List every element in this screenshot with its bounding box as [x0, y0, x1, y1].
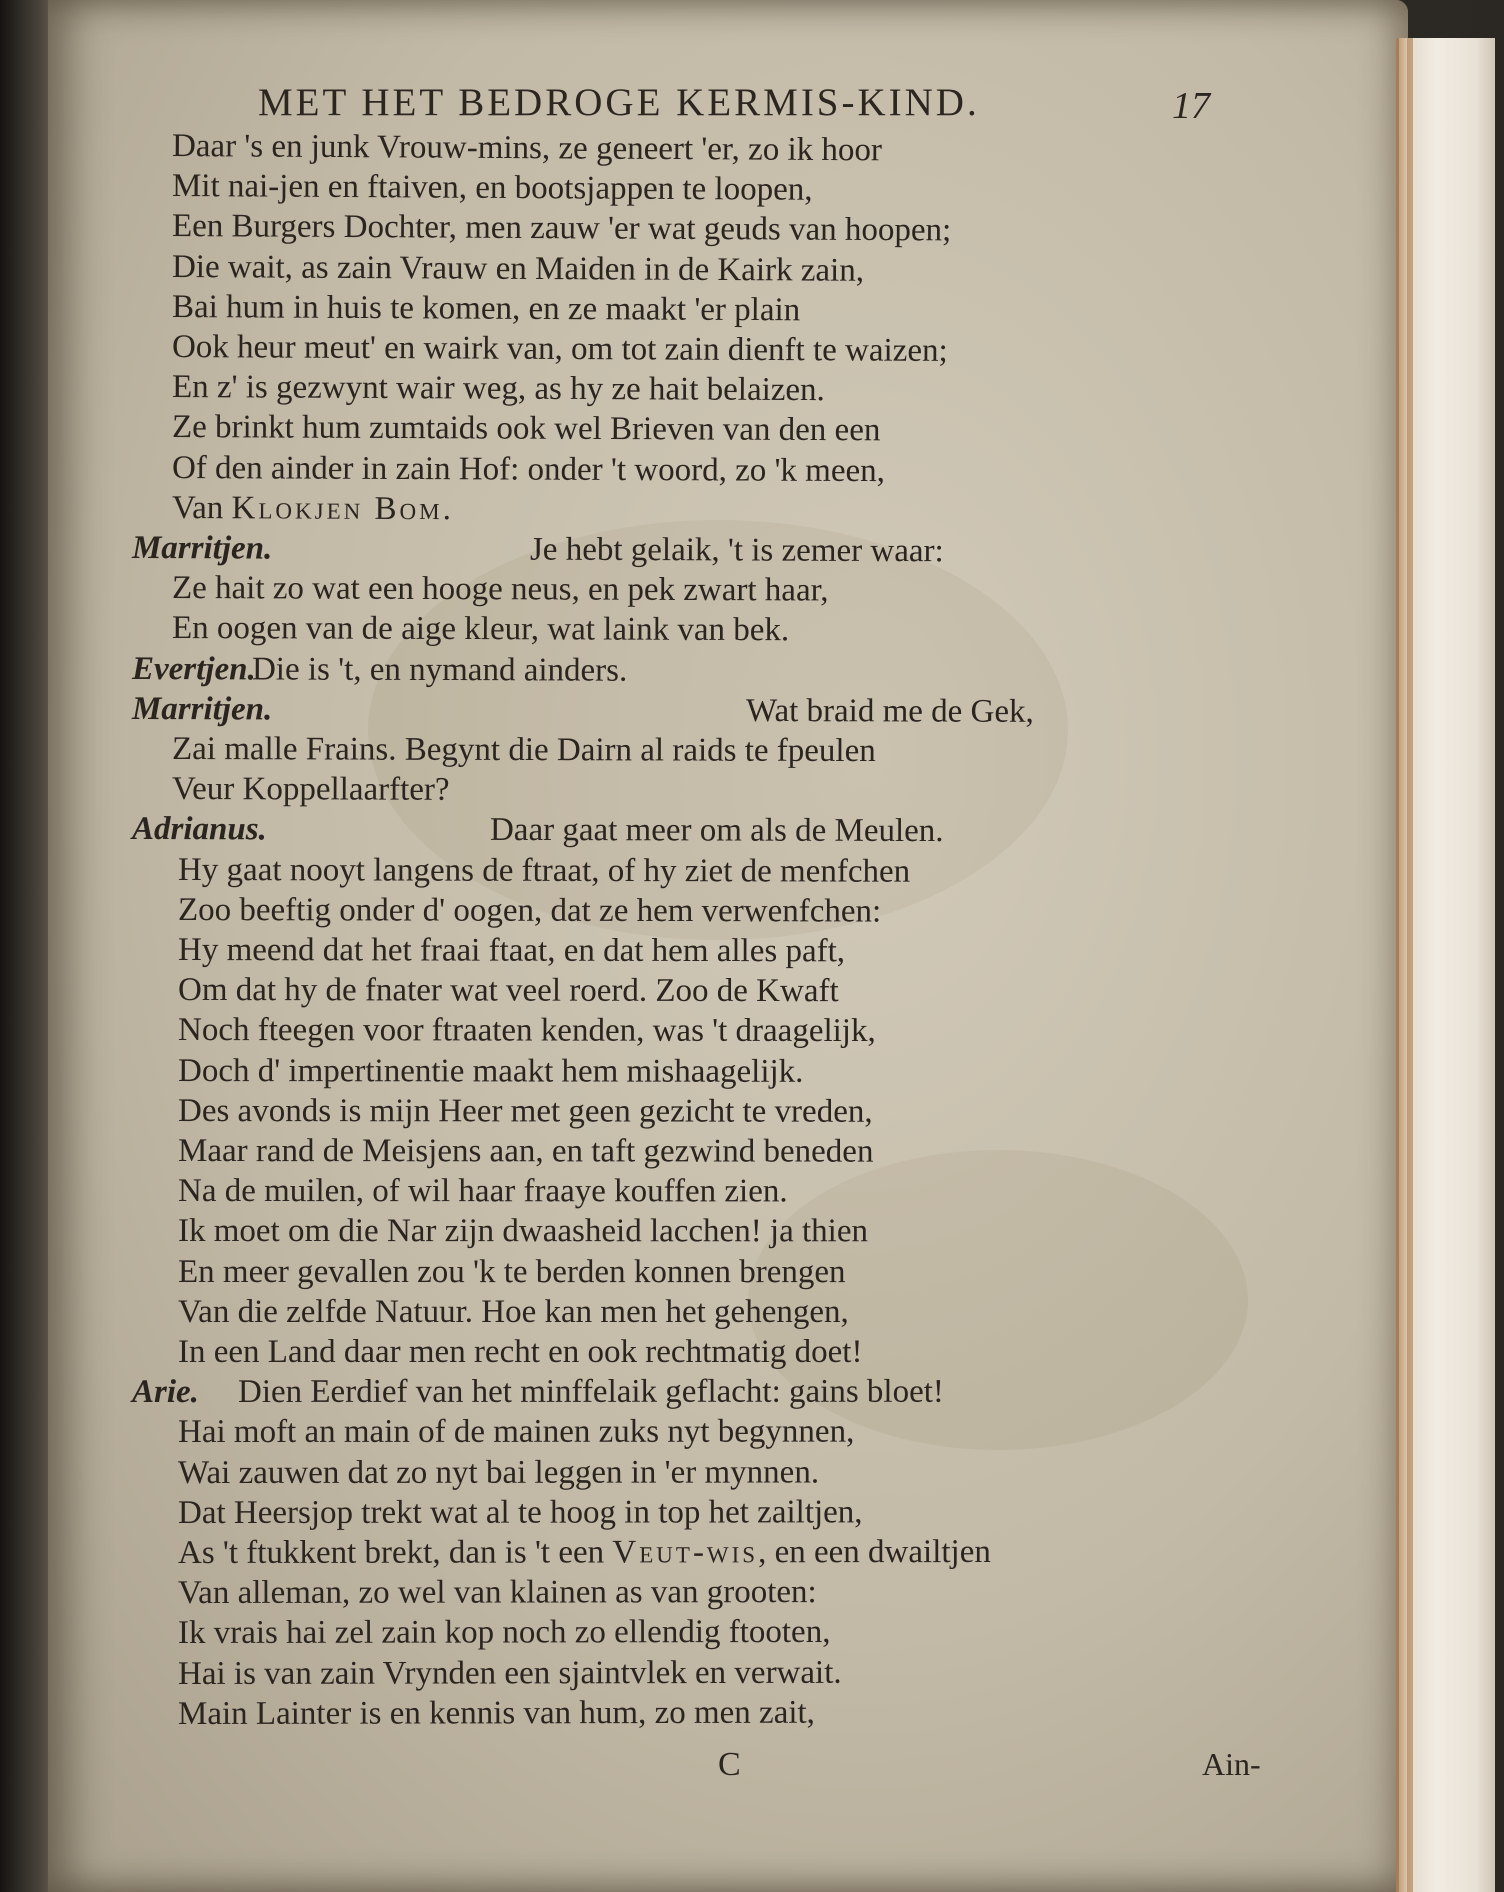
text-line [172, 371, 825, 407]
verse-text: En meer gevallen zou 'k te berden konnen brengen [177, 1253, 846, 1290]
text-line [178, 1656, 842, 1690]
verse-text: In een Land daar men recht en ook rechtmatig doet! [177, 1333, 863, 1370]
text-line [131, 650, 628, 689]
text-line [178, 1175, 788, 1208]
page-number: 17 [1172, 85, 1210, 127]
text-line [172, 130, 882, 167]
text-line [172, 411, 881, 447]
text-line [178, 1496, 863, 1530]
verse-text: Hy gaat nooyt langens de ftraat, of hy ziet de menfchen [177, 851, 911, 890]
text-line [177, 1092, 873, 1130]
verse-text: Om dat hy de fnater wat veel roerd. Zoo de Kwaft [177, 972, 839, 1010]
verse-text: Hy meend dat het fraai ftaat, en dat hem alles paft, [177, 932, 846, 970]
running-head: MET HET BEDROGE KERMIS-KIND. [258, 81, 980, 124]
verse-text: Noch fteegen voor ftraaten kenden, was 't draagelijk, [177, 1012, 876, 1050]
text-line [178, 1456, 819, 1490]
text-line [172, 170, 813, 207]
text-line [172, 210, 951, 247]
text-line [171, 288, 801, 329]
verse-text: Zoo beeftig onder d' oogen, dat ze hem verwenfchen: [177, 891, 882, 930]
speaker-name: Adrianus. [131, 811, 267, 848]
verse-text: Hai moft an main of de mainen zuks nyt begynnen, [177, 1413, 855, 1451]
catchword: Ain- [1202, 1746, 1261, 1782]
text-line [172, 773, 450, 807]
text-line [172, 331, 948, 368]
verse-text: Die wait, as zain Vrauw en Maiden in de Kairk zain, [171, 248, 865, 289]
verse-text: Van alleman, zo wel van klainen as van grooten: [177, 1574, 817, 1612]
text-line [177, 1052, 804, 1090]
verse-text: Main Lainter is en kennis van hum, zo men zait, [177, 1694, 815, 1732]
signature-mark: C [718, 1746, 741, 1783]
text-line [171, 449, 885, 489]
text-line [178, 974, 839, 1008]
text-line [178, 1576, 817, 1610]
speaker-name: Evertjen. [131, 650, 256, 688]
verse-text: Of den ainder in zain Hof: onder 't woord, zo 'k meen, [171, 449, 885, 489]
text-line [178, 1135, 873, 1169]
text-line [177, 1413, 855, 1451]
verse-text: , en een dwailtjen [758, 1534, 991, 1571]
verse-text: Wai zauwen dat zo nyt bai leggen in 'er mynnen. [177, 1454, 820, 1491]
verse-text: Hai is van zain Vrynden een sjaintvlek en verwait. [177, 1654, 842, 1692]
dialogue-text: Wat braid me de Gek, [745, 692, 1034, 730]
verse-text: Ik vrais hai zel zain kop noch zo ellendig ftooten, [177, 1614, 831, 1652]
small-caps-name: Veut-wis [612, 1534, 759, 1571]
verse-text: Van die zelfde Natuur. Hoe kan men het gehengen, [177, 1293, 849, 1330]
text-line [178, 1215, 868, 1248]
text-line [177, 1253, 846, 1290]
text-line [172, 572, 829, 607]
text-line [172, 612, 789, 647]
verse-text: Ik moet om die Nar zijn dwaasheid lacchen! ja thien [177, 1213, 869, 1250]
verse-text: Van [171, 489, 232, 527]
text-line [178, 1536, 991, 1570]
speaker-name: Arie. [131, 1374, 199, 1411]
verse-text: Veur Koppellaarfter? [171, 771, 450, 808]
verse-text: Ook heur meut' en wairk van, om tot zain dienft te waizen; [171, 329, 948, 369]
dialogue-text: Die is 't, en nymand ainders. [251, 651, 628, 689]
verse-text: En oogen van de aige kleur, wat laink van bek. [171, 610, 790, 649]
text-line [177, 1293, 849, 1330]
text-line [131, 530, 944, 570]
text-line [178, 1616, 831, 1650]
verse-text: Maar rand de Meisjens aan, en taft gezwind beneden [177, 1133, 874, 1170]
text-line [171, 489, 454, 527]
text-line [177, 851, 911, 890]
text-line [177, 891, 882, 930]
dialogue-text: Dien Eerdief van het minffelaik geflacht: gains bloet! [237, 1373, 944, 1411]
small-caps-name: Klokjen Bom. [231, 490, 454, 527]
text-line [178, 1696, 815, 1730]
text-line [177, 1333, 863, 1370]
text-line [131, 690, 1034, 730]
verse-text: Ze hait zo wat een hooge neus, en pek zwart haar, [171, 570, 829, 609]
verse-text: Daar 's en junk Vrouw-mins, ze geneert 'er, zo ik hoor [171, 128, 883, 169]
speaker-name: Marritjen. [131, 690, 273, 728]
text-line [178, 934, 845, 968]
text-line [171, 248, 865, 289]
text-line [131, 1373, 944, 1411]
verse-text: Doch d' impertinentie maakt hem mishaagelijk. [177, 1052, 804, 1090]
text-line [178, 1014, 876, 1048]
speaker-name: Marritjen. [131, 530, 273, 567]
verse-text: Des avonds is mijn Heer met geen gezicht te vreden, [177, 1092, 873, 1130]
verse-text: Zai malle Frains. Begynt die Dairn al raids te fpeulen [171, 731, 876, 770]
dialogue-text: Je hebt gelaik, 't is zemer waar: [529, 531, 944, 570]
verse-text: En z' is gezwynt wair weg, as hy ze hait belaizen. [171, 369, 825, 409]
verse-text: Ze brinkt hum zumtaids ook wel Brieven van den een [171, 409, 881, 449]
verse-text: Na de muilen, of wil haar fraaye kouffen zien. [177, 1173, 788, 1210]
verse-text: Een Burgers Dochter, men zauw 'er wat geuds van hoopen; [171, 208, 952, 249]
verse-text: As 't ftukkent brekt, dan is 't een [177, 1534, 613, 1571]
dialogue-text: Daar gaat meer om als de Meulen. [489, 812, 944, 850]
text-line [131, 811, 944, 850]
verse-text: Bai hum in huis te komen, en ze maakt 'er plain [171, 288, 801, 329]
verse-text: Mit nai-jen en ftaiven, en bootsjappen te loopen, [171, 168, 813, 208]
verse-text: Dat Heersjop trekt wat al te hoog in top het zailtjen, [177, 1494, 863, 1531]
text-line [172, 733, 876, 768]
